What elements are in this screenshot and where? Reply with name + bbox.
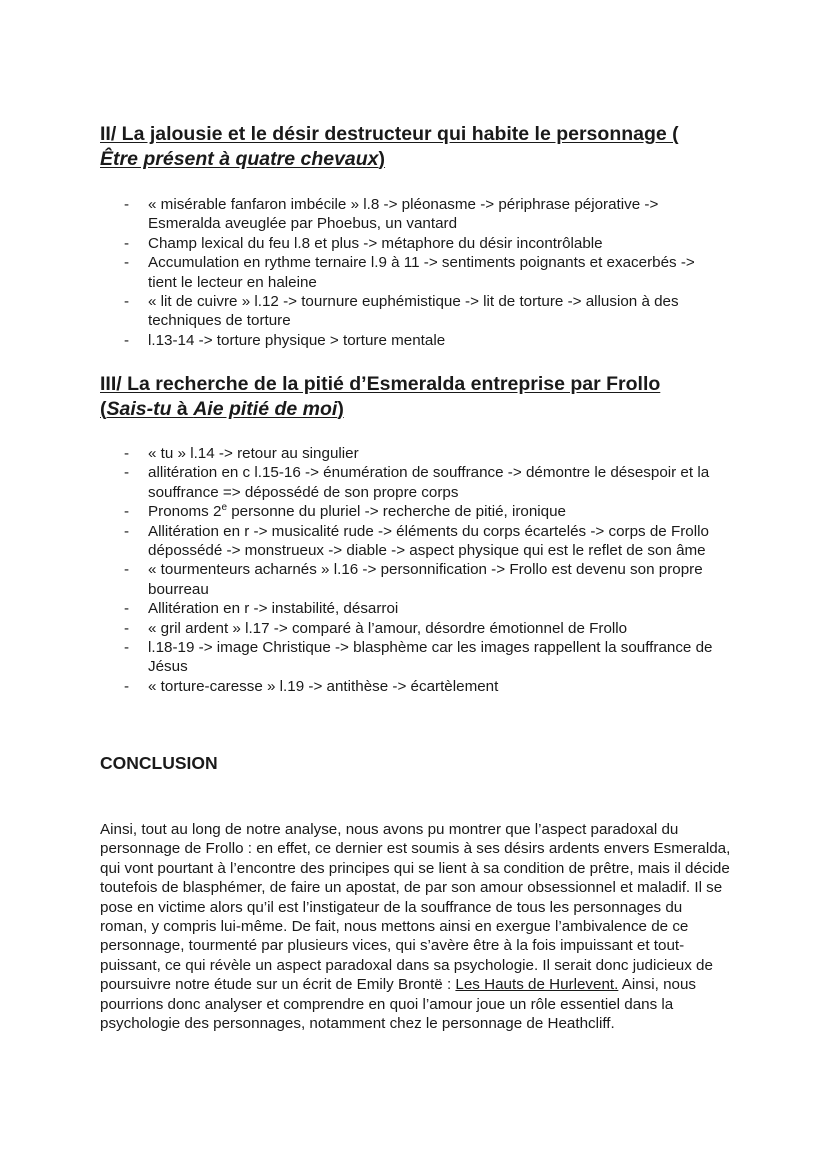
list-item: - Accumulation en rythme ternaire l.9 à 11 -> sentiments poignants et exacerbés -> tient le lecteur en haleine: [124, 254, 695, 291]
list-item: - « gril ardent » l.17 -> comparé à l’amour, désordre émotionnel de Frollo: [124, 619, 628, 637]
list-item: - Pronoms 2e personne du pluriel -> recherche de pitié, ironique: [124, 502, 566, 521]
list-item: - « torture-caresse » l.19 -> antithèse -> écartèlement: [124, 677, 499, 695]
list-item: - allitération en c l.15-16 -> énumération de souffrance -> démontre le désespoir et la souffrance => dépossédé de son propre corps: [124, 464, 710, 501]
list-item: - Allitération en r -> musicalité rude -> éléments du corps écartelés -> corps de Frollo dépossédé -> monstrueux -> diable -> aspect physique qui est le reflet de son âme: [124, 522, 709, 560]
conclusion-paragraph: Ainsi, tout au long de notre analyse, nous avons pu montrer que l’aspect paradoxal du personnage de Frollo : en effet, ce dernier est soumis à ses désirs ardents envers Esmeralda, qui vont pourtant à l’encontre des principes qui se lient à sa condition de prêtre, mais il décide toutefois de blasphémer, de faire un apostat, de par son amour obsessionnel et maladif. Il se pose en victime alors qu’il est l’instigateur de la souffrance de tous les personnages du roman, y compris lui-même. De fait, nous mettons ainsi en exergue l’ambivalence de ce personnage, tourmenté par plusieurs vices, qui s’avère être à la fois impuissant et tout-puissant, ce qui révèle un aspect paradoxal dans sa psychologie. Il serait donc judicieux de poursuivre notre étude sur un écrit de Emily Brontë : Les Hauts de Hurlevent. Ainsi, nous pourrions donc analyser et comprendre en quoi l’amour joue un rôle essentiel dans la psychologie des personnages, notamment chez le personnage de Heathcliff.: [100, 821, 731, 1033]
section-2-list: [100, 195, 720, 350]
list-item: - l.18-19 -> image Christique -> blasphème car les images rappellent la souffrance de Jésus: [124, 639, 713, 676]
list-item: - Champ lexical du feu l.8 et plus -> métaphore du désir incontrôlable: [124, 234, 603, 252]
book-reference: Les Hauts de Hurlevent.: [455, 976, 619, 994]
section-3-list: [100, 444, 720, 696]
list-item: - Allitération en r -> instabilité, désarroi: [124, 600, 399, 618]
section-2-heading: II/ La jalousie et le désir destructeur qui habite le personnage ( Être présent à quatre chevaux): [100, 123, 679, 170]
list-item: - « tourmenteurs acharnés » l.16 -> personnification -> Frollo est devenu son propre bourreau: [124, 561, 703, 598]
section-3-heading: III/ La recherche de la pitié d’Esmeralda entreprise par Frollo (Sais-tu à Aie pitié de moi): [100, 373, 661, 420]
list-item: - « lit de cuivre » l.12 -> tournure euphémistique -> lit de torture -> allusion à des techniques de torture: [124, 293, 679, 330]
list-item: - l.13-14 -> torture physique > torture mentale: [124, 331, 446, 349]
list-item: - « misérable fanfaron imbécile » l.8 -> pléonasme -> périphrase péjorative -> Esmeralda aveuglée par Phoebus, un vantard: [124, 196, 659, 233]
list-item: - « tu » l.14 -> retour au singulier: [124, 445, 359, 462]
conclusion-title: CONCLUSION: [100, 753, 218, 773]
